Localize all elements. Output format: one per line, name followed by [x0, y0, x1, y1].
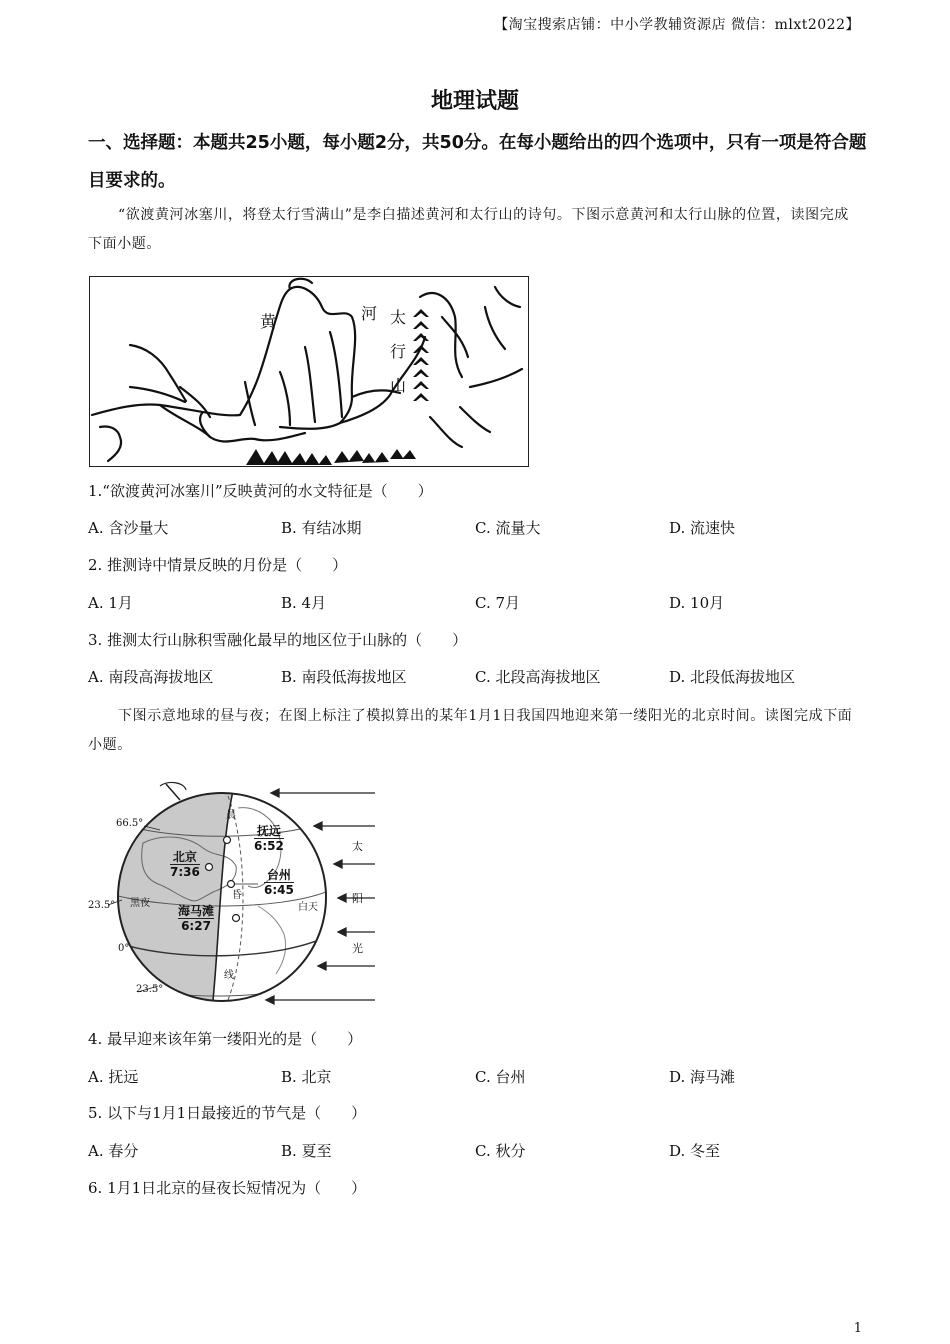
map-label-hang: 行	[390, 342, 407, 361]
fuyuan-name: 抚远	[254, 824, 284, 839]
sun-label-guang: 光	[352, 942, 363, 955]
q3-option-d[interactable]: D. 北段低海拔地区	[669, 668, 796, 686]
globe-figure	[88, 778, 388, 1010]
q3-option-c[interactable]: C. 北段高海拔地区	[475, 668, 601, 686]
line-label: 线	[224, 970, 234, 981]
q5-option-a[interactable]: A. 春分	[88, 1142, 139, 1160]
taizhou-name: 台州	[264, 868, 294, 883]
q5-option-c[interactable]: C. 秋分	[475, 1142, 526, 1160]
map-label-he: 河	[361, 304, 378, 323]
q1-option-c[interactable]: C. 流量大	[475, 519, 541, 537]
question-2-stem: 2. 推测诗中情景反映的月份是（ ）	[88, 556, 348, 574]
fuyuan-time: 6:52	[254, 839, 284, 853]
map-label-huang: 黄	[260, 312, 277, 331]
lat-665-label: 66.5°	[116, 818, 144, 829]
q3-option-a[interactable]: A. 南段高海拔地区	[88, 668, 214, 686]
page-title: 地理试题	[430, 89, 519, 114]
question-6-stem: 6. 1月1日北京的昼夜长短情况为（ ）	[88, 1179, 367, 1197]
q3-option-b[interactable]: B. 南段低海拔地区	[281, 668, 407, 686]
lat-0-label: 0°	[118, 943, 130, 954]
dawn-label: 晨	[226, 810, 236, 821]
intro-paragraph-2: 下图示意地球的昼与夜；在图上标注了模拟算出的某年1月1日我国四地迎来第一缕阳光的北京时间。读图完成下面小题。	[88, 708, 853, 753]
q4-option-c[interactable]: C. 台州	[475, 1068, 526, 1086]
question-4-stem: 4. 最早迎来该年第一缕阳光的是（ ）	[88, 1030, 363, 1048]
sun-label-tai: 太	[352, 840, 363, 853]
yellow-river-map	[89, 276, 529, 467]
question-1-stem: 1.“欲渡黄河冰塞川”反映黄河的水文特征是（ ）	[88, 482, 433, 500]
q4-option-d[interactable]: D. 海马滩	[669, 1068, 736, 1086]
page-number: 1	[853, 1321, 862, 1336]
question-3-stem: 3. 推测太行山脉积雪融化最早的地区位于山脉的（ ）	[88, 631, 468, 649]
q1-option-a[interactable]: A. 含沙量大	[88, 519, 169, 537]
taizhou-time: 6:45	[264, 883, 294, 897]
section-heading: 一、选择题：本题共25小题，每小题2分，共50分。在每小题给出的四个选项中，只有一项是符合题目要求的。	[88, 133, 867, 191]
place-haimatan	[178, 904, 214, 933]
place-fuyuan	[254, 824, 284, 853]
day-label: 白天	[298, 902, 318, 913]
q2-option-c[interactable]: C. 7月	[475, 594, 521, 612]
dusk-label: 昏	[232, 890, 242, 901]
q2-option-a[interactable]: A. 1月	[88, 594, 133, 612]
map-label-shan: 山	[390, 376, 407, 395]
place-beijing	[170, 850, 200, 879]
intro-paragraph-1: “欲渡黄河冰塞川，将登太行雪满山”是李白描述黄河和太行山的诗句。下图示意黄河和太行山脉的位置，读图完成下面小题。	[88, 207, 849, 252]
haimatan-name: 海马滩	[178, 904, 215, 918]
haimatan-time: 6:27	[181, 919, 211, 933]
question-5-stem: 5. 以下与1月1日最接近的节气是（ ）	[88, 1104, 367, 1122]
sun-label-yang: 阳	[352, 892, 363, 905]
q4-option-b[interactable]: B. 北京	[281, 1068, 332, 1086]
q2-option-b[interactable]: B. 4月	[281, 594, 327, 612]
q1-option-d[interactable]: D. 流速快	[669, 519, 736, 537]
q1-option-b[interactable]: B. 有结冰期	[281, 519, 362, 537]
q5-option-d[interactable]: D. 冬至	[669, 1142, 721, 1160]
q4-option-a[interactable]: A. 抚远	[88, 1068, 139, 1086]
lat-235s-label: 23.5°	[136, 984, 164, 995]
place-taizhou	[264, 868, 294, 897]
beijing-time: 7:36	[170, 865, 200, 879]
q2-option-d[interactable]: D. 10月	[669, 594, 725, 612]
night-label: 黑夜	[130, 898, 150, 909]
q5-option-b[interactable]: B. 夏至	[281, 1142, 332, 1160]
beijing-name: 北京	[170, 850, 200, 865]
lat-235n-label: 23.5°	[88, 900, 116, 911]
header-note: 【淘宝搜索店铺：中小学教辅资源店 微信：mlxt2022】	[494, 17, 860, 33]
river-map-drawing	[90, 277, 528, 466]
map-label-tai: 太	[390, 308, 407, 327]
